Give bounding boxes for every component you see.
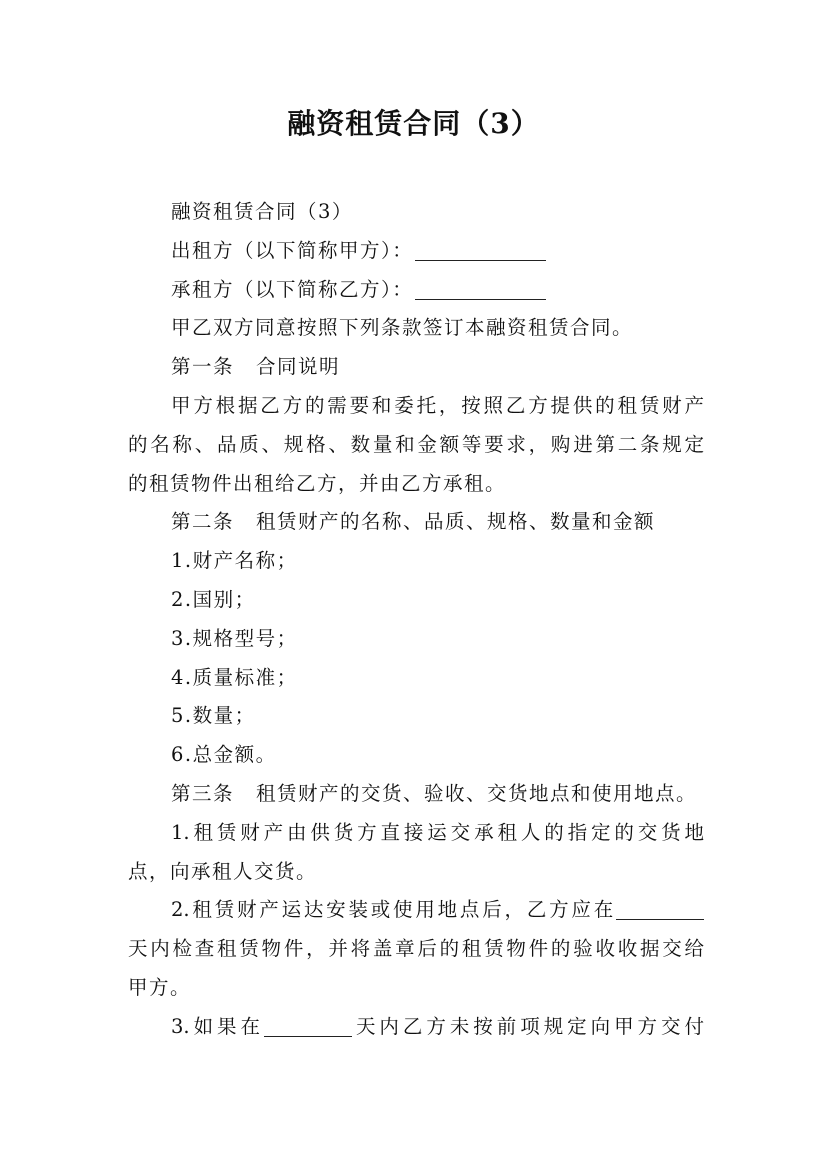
paragraph-line: 甲方根据乙方的需要和委托，按照乙方提供的租赁财产 [171,393,704,417]
list-item: 5.数量； [171,704,256,728]
paragraph-line: 的租赁物件出租给乙方，并由乙方承租。 [128,471,507,495]
list-item: 6.总金额。 [171,743,277,767]
paragraph-line: 1.租赁财产由供货方直接运交承租人的指定的交货地 [171,820,704,844]
paragraph-line: 点，向承租人交货。 [128,859,318,883]
clause-text: 3.如果在 [171,1014,264,1038]
article-number: 第一条 [171,355,235,379]
paragraph-line: 融资租赁合同（3） [171,200,353,223]
list-item: 2.国别； [171,587,256,611]
days-blank [264,1012,352,1037]
lessee-label: 承租方（以下简称乙方）： [171,277,414,301]
article-2-heading [128,503,704,542]
list-item: 1.财产名称； [171,549,298,573]
paragraph-line: 甲方。 [128,975,192,999]
list-item: 4.质量标准； [171,665,298,689]
list-item: 3.规格型号； [171,626,298,650]
lessee-line [128,271,704,310]
paragraph-line: 天内检查租赁物件，并将盖章后的租赁物件的验收收据交给 [128,937,704,961]
article-title: 租赁财产的交货、验收、交货地点和使用地点。 [256,781,698,805]
paragraph-line: 甲乙双方同意按照下列条款签订本融资租赁合同。 [171,316,634,340]
days-blank [616,895,704,920]
article-title: 合同说明 [256,355,341,379]
clause-text: 2.租赁财产运达安装或使用地点后，乙方应在 [171,898,616,922]
document-body [128,193,704,1047]
paragraph-line: 的名称、品质、规格、数量和金额等要求，购进第二条规定 [128,432,704,456]
lessee-blank [415,275,546,300]
article-1-heading [128,348,704,387]
article-title: 租赁财产的名称、品质、规格、数量和金额 [256,510,656,534]
lessor-line [128,232,704,271]
document-title: 融资租赁合同（3） [287,107,540,140]
lessor-blank [415,236,546,261]
clause-text: 天内乙方未按前项规定向甲方交付 [351,1014,704,1038]
article-number: 第三条 [171,781,235,805]
lessor-label: 出租方（以下简称甲方）： [171,238,414,262]
article-3-heading [128,775,704,814]
paragraph-line [128,1008,704,1047]
article-number: 第二条 [171,510,235,534]
paragraph-line [128,891,704,930]
